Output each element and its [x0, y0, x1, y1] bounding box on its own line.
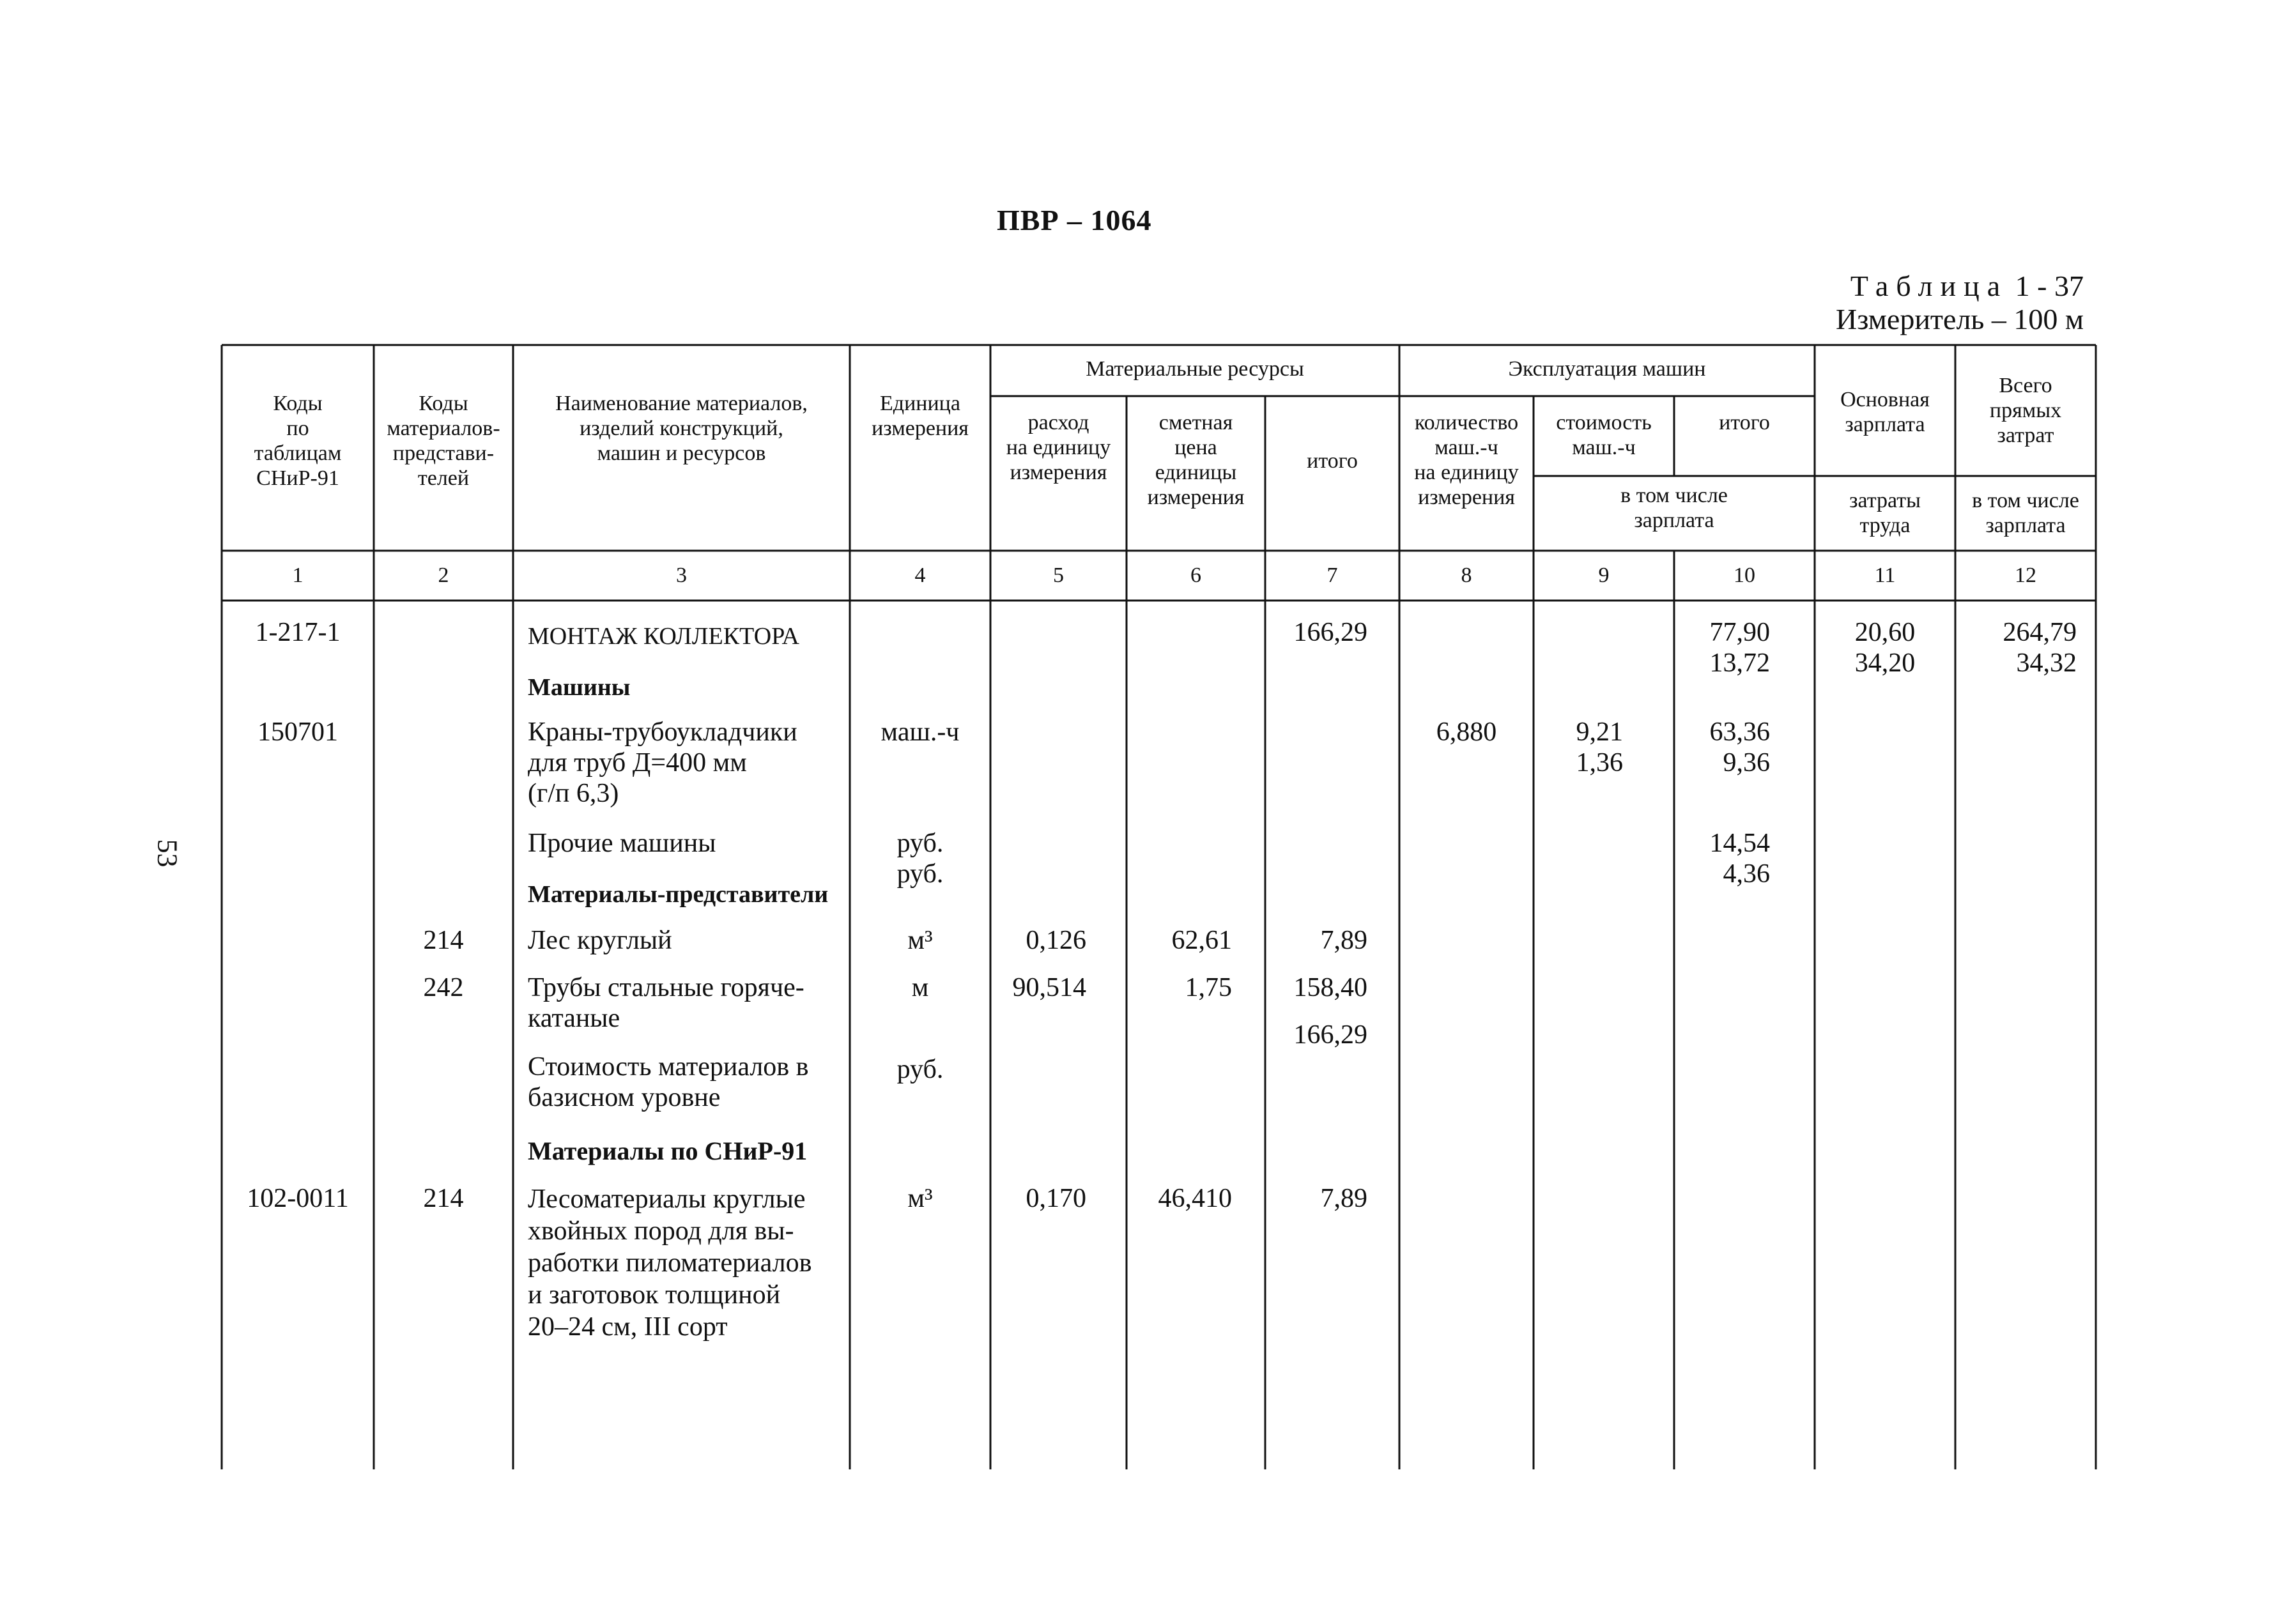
row-consumption: 0,126 [1026, 926, 1086, 955]
header-machine-hours: количество маш.-ч на единицу измерения [1414, 411, 1519, 509]
row-unit: м³ [907, 1184, 933, 1213]
column-number: 6 [1190, 563, 1201, 587]
header-material-total: итого [1307, 449, 1358, 473]
page-number: 53 [151, 839, 183, 868]
row-material-total: 166,29 [1293, 618, 1367, 647]
row-material-total: 7,89 [1320, 1184, 1367, 1213]
measure-unit: Измеритель – 100 м [1836, 303, 2084, 335]
section-machines: Машины [528, 674, 631, 701]
row-material-code: 214 [423, 1184, 464, 1213]
table-number: Таблица 1 - 37 [1850, 270, 2084, 302]
column-number: 12 [2015, 563, 2036, 587]
row-material-total: 7,89 [1320, 926, 1367, 955]
row-consumption: 0,170 [1026, 1184, 1086, 1213]
header-consumption: расход на единицу измерения [1006, 411, 1111, 484]
header-base-wage: Основная зарплата [1840, 388, 1930, 436]
row-unit: руб. руб. [896, 829, 944, 889]
column-number: 8 [1461, 563, 1472, 587]
column-number: 11 [1874, 563, 1896, 587]
row-machine-total: 77,90 13,72 [1709, 618, 1770, 678]
row-base-wage: 20,60 34,20 [1854, 618, 1916, 678]
row-material-total: 166,29 [1293, 1020, 1367, 1050]
row-material-code: 214 [423, 926, 464, 955]
row-consumption: 90,514 [1012, 973, 1086, 1002]
header-codes-snir: Коды по таблицам СНиР-91 [254, 392, 342, 490]
row-total-direct: 264,79 34,32 [2003, 618, 2077, 678]
header-total-direct: Всего прямых затрат [1989, 374, 2062, 447]
row-code: 1-217-1 [255, 618, 341, 647]
row-estimate-price: 1,75 [1185, 973, 1232, 1002]
row-unit: руб. [896, 1055, 944, 1084]
row-name: Стоимость материалов в базисном уровне [528, 1052, 809, 1112]
header-codes-materials: Коды материалов- представи- телей [387, 392, 500, 490]
row-name: Краны-трубоукладчики для труб Д=400 мм (г/п 6,3) [528, 717, 797, 808]
header-name: Наименование материалов, изделий конструкций, машин и ресурсов [555, 392, 808, 465]
row-estimate-price: 62,61 [1171, 926, 1232, 955]
row-machine-hours: 6,880 [1436, 717, 1497, 747]
header-labor-costs: затраты труда [1849, 489, 1921, 537]
row-name: Прочие машины [528, 829, 716, 858]
document-title: ПВР – 1064 [997, 204, 1152, 236]
column-number: 5 [1053, 563, 1064, 587]
column-number: 10 [1734, 563, 1755, 587]
section-representative-materials: Материалы-представители [528, 881, 829, 908]
row-material-total: 158,40 [1293, 973, 1367, 1002]
header-estimate-price: сметная цена единицы измерения [1147, 411, 1245, 509]
row-unit: м³ [907, 926, 933, 955]
row-code: 150701 [258, 717, 338, 747]
header-machine-total: итого [1719, 411, 1770, 434]
row-name: Лес круглый [528, 926, 672, 955]
header-material-resources: Материальные ресурсы [1086, 357, 1304, 381]
row-machine-hour-cost: 9,21 1,36 [1576, 717, 1623, 778]
header-unit: Единица измерения [872, 392, 969, 440]
header-machine-hour-cost: стоимость маш.-ч [1556, 411, 1652, 459]
row-unit: маш.-ч [881, 717, 960, 747]
column-number: 4 [914, 563, 926, 587]
row-code: 102-0011 [247, 1184, 349, 1213]
column-number: 1 [292, 563, 304, 587]
column-number: 9 [1598, 563, 1610, 587]
column-number: 7 [1327, 563, 1338, 587]
column-number: 3 [676, 563, 687, 587]
row-estimate-price: 46,410 [1158, 1184, 1232, 1213]
header-machine-operation: Эксплуатация машин [1508, 357, 1706, 381]
row-unit: м [911, 973, 929, 1002]
header-incl-wage: в том числе зарплата [1620, 484, 1728, 532]
row-name: МОНТАЖ КОЛЛЕКТОРА [528, 623, 799, 650]
row-machine-total: 63,36 9,36 [1709, 717, 1770, 778]
row-name: Трубы стальные горяче- катаные [528, 973, 804, 1033]
row-machine-total: 14,54 4,36 [1709, 829, 1770, 889]
row-name: Лесоматериалы круглые хвойных пород для вы- работки пиломатериалов и заготовок толщиной 20–24 см, III сорт [528, 1184, 812, 1342]
header-total-incl-wage: в том числе зарплата [1972, 489, 2079, 537]
column-number: 2 [438, 563, 449, 587]
row-material-code: 242 [423, 973, 464, 1002]
section-snir-materials: Материалы по СНиР-91 [528, 1137, 808, 1165]
